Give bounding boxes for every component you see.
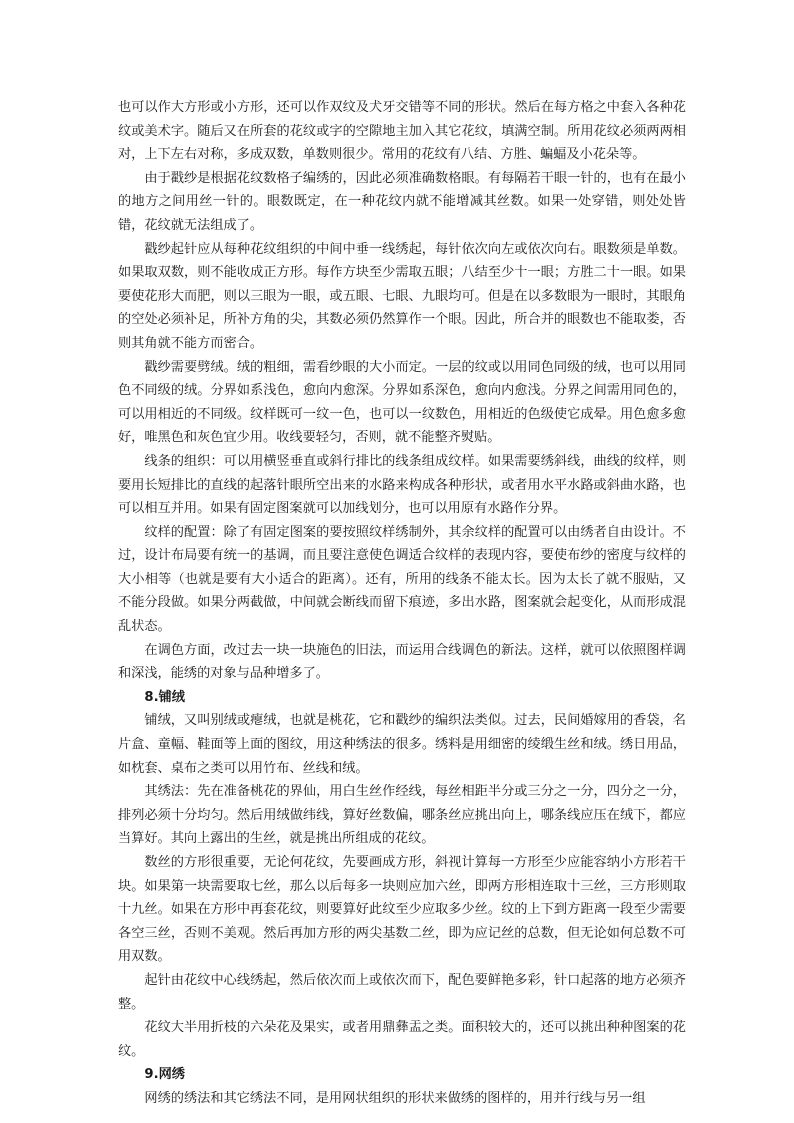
paragraph: 网绣的绣法和其它绣法不同，是用网状组织的形状来做绣的图样的，用并行线与另一组 bbox=[144, 1090, 646, 1106]
paragraph: 其绣法：先在准备桃花的界仙，用白生丝作经线，每丝相距半分或三分之一分，四分之一分，排列必须十分均匀。然后用绒做纬线，算好丝数偏，哪条丝应挑出向上，哪条线应压在绒下，都应当算好。其向上露出的生丝，就是挑出所组成的花纹。 bbox=[118, 784, 686, 847]
paragraph: 也可以作大方形或小方形，还可以作双纹及犬牙交错等不同的形状。然后在每方格之中套入各种花纹或美术字。随后又在所套的花纹或字的空隙地主加入其它花纹，填满空制。所用花纹必须两两相对，上下左右对称，多成双数，单数则很少。常用的花纹有八结、方胜、蝙蝠及小花朵等。 bbox=[118, 100, 686, 163]
paragraph: 花纹大半用折枝的六朵花及果实，或者用鼎彝盂之类。面积较大的，还可以挑出种种图案的花纹。 bbox=[118, 1020, 686, 1059]
section-heading: 8.铺绒 bbox=[144, 689, 185, 705]
paragraph: 在调色方面，改过去一块一块施色的旧法，而运用合线调色的新法。这样，就可以依照图样调和深浅，能绣的对象与品种增多了。 bbox=[118, 642, 686, 682]
paragraph: 由于戳纱是根据花纹数格子编绣的，因此必须准确数格眼。有每隔若干眼一针的，也有在最小的地方之间用丝一针的。眼数既定，在一种花纹内就不能增减其丝数。如果一处穿错，则处处皆错，花纹就无法组成了。 bbox=[118, 170, 686, 233]
paragraph: 起针由花纹中心线绣起，然后依次而上或依次而下，配色要鲜艳多彩，针口起落的地方必须齐整。 bbox=[118, 972, 686, 1012]
paragraph: 线条的组织：可以用横竖垂直或斜行排比的线条组成纹样。如果需要绣斜线，曲线的纹样，则要用长短排比的直线的起落针眼所空出来的水路来构成各种形状，或者用水平水路或斜曲水路，也可以相互并用。如果有固定图案就可以加线划分，也可以用原有水路作分界。 bbox=[118, 453, 686, 517]
paragraph: 纹样的配置：除了有固定图案的要按照纹样绣制外，其余纹样的配置可以由绣者自由设计。不过，设计布局要有统一的基调，而且要注意使色调适合纹样的表现内容，要使布纱的密度与纹样的大小相等（也就是要有大小适合的距离）。还有，所用的线条不能太长。因为太长了就不服贴，又不能分段做。如果分两截做，中间就会断线而留下痕迹，多出水路，图案就会起变化，从而形成混乱状态。 bbox=[118, 524, 686, 635]
document-page bbox=[118, 96, 686, 1111]
paragraph: 戳纱起针应从每种花纹组织的中间中垂一线绣起，每针依次向左或依次向右。眼数须是单数。如果取双数，则不能收成正方形。每作方块至少需取五眼；八结至少十一眼；方胜二十一眼。如果要使花形大而肥，则以三眼为一眼，或五眼、七眼、九眼均可。但是在以多数眼为一眼时，其眼角的空处必须补足，所补方角的尖，其数必须仍然算作一个眼。因此，所合并的眼数也不能取娄，否则其角就不能方而密合。 bbox=[118, 241, 686, 351]
paragraph: 数丝的方形很重要，无论何花纹，先要画成方形，斜视计算每一方形至少应能容纳小方形若干块。如果第一块需要取七丝，那么以后每多一块则应加六丝，即两方形相连取十三丝，三方形则取十九丝。如果在方形中再套花纹，则要算好此纹至少应取多少丝。纹的上下到方距离一段至少需要各空三丝，否则不美观。然后再加方形的两尖基数二丝，即为应记丝的总数，但无论如何总数不可用双数。 bbox=[118, 855, 686, 965]
paragraph: 戳纱需要劈绒。绒的粗细，需看纱眼的大小而定。一层的纹或以用同色同级的绒，也可以用同色不同级的绒。分界如系浅色，愈向内愈深。分界如系深色，愈向内愈浅。分界之间需用同色的，可以用相近的不同级。纹样既可一纹一色，也可以一纹数色，用相近的色级使它成晕。用色愈多愈好，唯黑色和灰色宜少用。收线要轻匀，否则，就不能整齐熨贴。 bbox=[118, 359, 686, 446]
paragraph: 铺绒，又叫别绒或瘪绒，也就是桃花，它和戳纱的编织法类似。过去，民间婚嫁用的香袋，名片盒、童幅、鞋面等上面的图纹，用这种绣法的很多。绣料是用细密的绫缎生丝和绒。绣日用品，如枕套、桌布之类可以用竹布、丝线和绒。 bbox=[118, 713, 686, 776]
section-heading: 9.网绣 bbox=[144, 1067, 185, 1083]
